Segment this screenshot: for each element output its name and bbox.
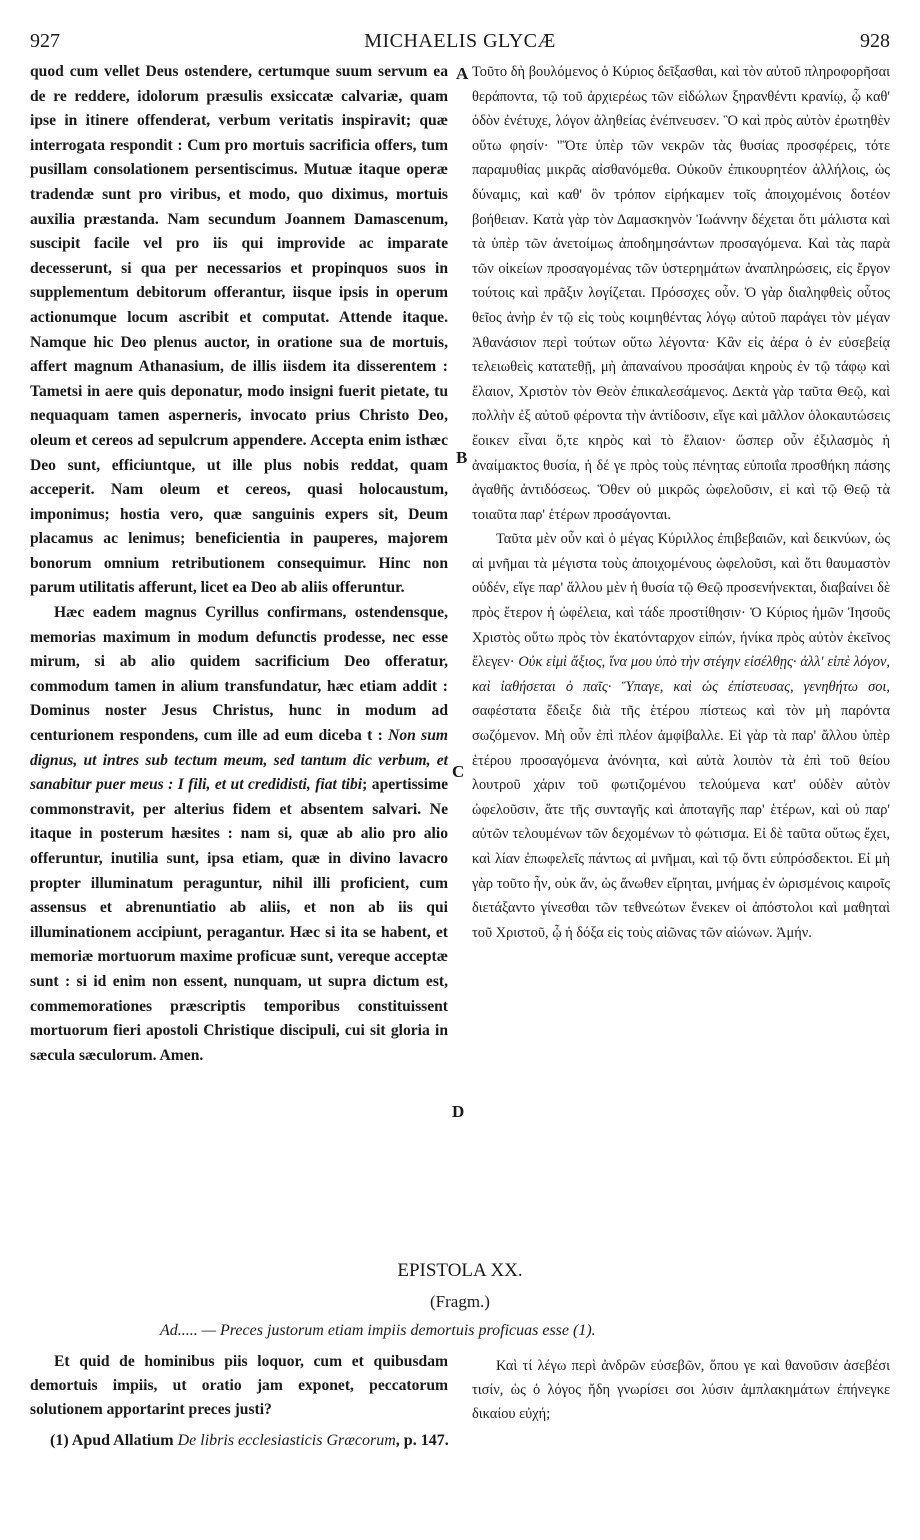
greek-gospel-quote: Οὐκ εἰμὶ ἄξιος, ἵνα μου ὑπὸ τὴν στέγην εἰσέλθῃς· ἀλλ' εἰπὲ λόγον, καὶ ἰαθήσεται ὁ παῖς· Ὕπαγε, καὶ ὡς ἐπίστευσας, γενηθήτω σοι	[472, 654, 891, 695]
margin-mark-d: D	[452, 1102, 465, 1121]
footnote-prefix: (1) Apud Allatium	[50, 1432, 178, 1449]
right-page-number: 928	[860, 30, 890, 52]
latin-paragraph-2-end: ; apertissime commonstravit, per alterius fidem et absentem salvari. Ne itaque in posterum hæsites : nam si, quæ ab alio pro alio offeruntur, inutilia sunt, ipsa etiam, quæ in divino lavacro propter illuminatum peraguntur, nihil illi proficient, cum assensus et abrenuntiatio ab aliis, et non ab iis qui illuminationem accipiunt, peragantur. Hæc si ita se habent, et memoriæ mortuorum maxime proficuæ sunt, vereque acceptæ sunt : si id enim non essent, nunquam, ut supra dictum est, commemorationes præscriptis temporibus constituissent mortuorum fieri apostoli Christique discipuli, cui sit gloria in sæcula sæculorum. Amen.	[30, 776, 448, 1064]
greek-paragraph-2-end: , σαφέστατα ἔδειξε διὰ τῆς ἑτέρου πίστεως καὶ τὸν μὴ παρόντα σωζόμενον. Μὴ οὖν ἐπὶ πλέον ἀμφίβαλλε. Εἰ γὰρ τὰ παρ' ἄλλου ὑπὲρ ἑτέρου προσαγόμενα ἀνόνητα, καὶ αὐτὰ λοιπὸν τὰ ἐπὶ τοῦ θείου λουτροῦ χάριν τοῦ φωτιζομένου τελούμενα κατ' οὐδὲν αὐτὸν ὠφελοῦσιν, ἅτε τῆς συνταγῆς καὶ ἀποταγῆς παρ' ἑτέρων, καὶ οὐ παρ' αὐτῶν τελουμένων τῶν δεχομένων τὸ φώτισμα. Εἰ δὲ ταῦτα οὕτως ἔχει, καὶ λίαν ἐπωφελεῖς πάντως αἱ μνῆμαι, καὶ τῷ ὄντι εὐπρόσδεκτοι. Εἰ μὴ γὰρ τοῦτο ἦν, οὐκ ἄν, ὡς ἄνωθεν εἴρηται, μνήμας ἐν ὡρισμένοις καιροῖς διετάξαντο γίνεσθαι τῶν τεθνεώτων ἕνεκεν οἱ ἀπόστολοι καὶ μαθηταὶ τοῦ Χριστοῦ, ᾧ ἡ δόξα εἰς τοὺς αἰῶνας τῶν αἰώνων. Ἀμήν.	[472, 678, 890, 941]
latin-paragraph-2-start: Hæc eadem magnus Cyrillus confirmans, ostendensque, memorias maximum in modum defunctis prodesse, nec esse mirum, si ab alio quidem sacrificium Deo offeratur, commodum tamen in alium transfundatur, hæc etiam addit : Dominus noster Jesus Christus, hunc in modum ad centurionem respondens, cum ille ad eum diceba t :	[30, 604, 448, 745]
footnote-suffix: , p. 147.	[395, 1432, 449, 1449]
greek-paragraph-2-start: Ταῦτα μὲν οὖν καὶ ὁ μέγας Κύριλλος ἐπιβεβαιῶν, καὶ δεικνύων, ὡς αἱ μνῆμαι τὰ μέγιστα τοὺς ἀποιχομένους ὠφελοῦσι, καὶ ὅτι θαυμαστὸν οὐδέν, εἴγε παρ' ἄλλου μὲν ἡ θυσία τῷ Θεῷ προσενήνεκται, διαβαίνει δὲ πρὸς ἕτερον ἡ ὠφέλεια, καὶ τάδε προστίθησιν· Ὁ Κύριος ἡμῶν Ἰησοῦς Χριστὸς οὕτω πρὸς τὸν ἑκατόνταρχον εἰπών, ἡνίκα πρὸς αὐτὸν ἐκεῖνος ἔλεγεν·	[472, 531, 890, 671]
epistle-greek-text	[472, 1354, 890, 1426]
latin-column	[30, 60, 448, 1068]
left-page-number: 927	[30, 30, 60, 52]
latin-paragraph-1: quod cum vellet Deus ostendere, certumque suum servum ea de re reddere, idolorum præsulis exsiccatæ calvariæ, quam ipse in itinere offenderat, verbum veritatis inspiravit; quæ interrogata respondit : Cum pro mortuis sacrificia offers, tum pusillam consolationem persentiscimus. Mutuæ itaque operæ tradendæ sunt pro viribus, et modo, quo diximus, mortuis auxilia præstanda. Nam secundum Joannem Damascenum, suscipit facile vel pro iis qui improvide ac imparate decesserunt, si qua per necessarios et propinquos suos in supplementum debitorum offerantur, iisque ipsis in operum actionumque locum ascribit et computat. Attende itaque. Namque hic Deo plenus auctor, in oratione sua de mortuis, affert magnum Athanasium, de illis iisdem ita disserentem : Tametsi in aere quis deponatur, modo insigni fuerit pietate, tu nequaquam tamen asperneris, invocato prius Christo Deo, oleum et cereos ad sepulcrum appendere. Accepta enim isthæc Deo sunt, efficiuntque, ut ille plus nobis reddat, quam acceperit. Nam oleum et cereos, quasi holocaustum, imponimus; hostia vero, quæ sanguinis expers sit, Deum placamus ac lenimus; beneficientia in pauperes, majorem bonorum omnium retributionem consequimur. Hinc non parum utilitatis afferunt, licet ea Deo ab aliis offeruntur.	[30, 63, 448, 597]
epistle-greek-paragraph: Καὶ τί λέγω περὶ ἀνδρῶν εὐσεβῶν, ὅπου γε καὶ θανοῦσιν ἀσεβέσι τισίν, ὡς ὁ λόγος ἤδη γνωρίσει σοι λύσιν ἀμπλακημάτων ἐπήνεγκε δικαίου εὐχή;	[472, 1358, 890, 1422]
greek-paragraph-2	[472, 527, 890, 945]
epistle-latin-paragraph: Et quid de hominibus piis loquor, cum et quibusdam demortuis impiis, ut oratio jam exponet, peccatorum solutionem apportarint preces justi?	[30, 1353, 448, 1418]
epistle-latin-text	[30, 1350, 448, 1422]
epistle-subtitle: (Fragm.)	[430, 1292, 490, 1311]
epistle-address: Ad..... — Preces justorum etiam impiis demortuis proficuas esse (1).	[160, 1322, 596, 1339]
running-title: MICHAELIS GLYCÆ	[364, 30, 556, 52]
footnote-book-title: De libris ecclesiasticis Græcorum	[177, 1432, 396, 1449]
epistle-title: EPISTOLA XX.	[397, 1260, 523, 1281]
latin-paragraph-2	[30, 601, 448, 1068]
margin-mark-b: B	[456, 448, 468, 467]
greek-paragraph-1: Τοῦτο δὴ βουλόμενος ὁ Κύριος δεῖξασθαι, καὶ τὸν αὐτοῦ πληροφορῆσαι θεράποντα, τῷ τοῦ ἀρχιερέως τῶν εἰδώλων ξηρανθέντι κρανίῳ, ᾧ καθ' ὁδὸν ἐνέτυχε, λόγον ἀληθείας ἐνέπνευσεν. Ὃ καὶ πρὸς αὐτὸν ἐρωτηθὲν οὕτω φησίν· "Ὅτε ὑπὲρ τῶν νεκρῶν τὰς θυσίας προσφέρεις, τότε παραμυθίας μικρᾶς αἰσθανόμεθα. Οὐκοῦν ἐπικουρητέον ἀλλήλοις, ὡς δύναμις, καὶ καθ' ὃν τρόπον εἰρήκαμεν τοῖς ἀποιχομένοις δοτέον βοήθειαν. Κατὰ γὰρ τὸν Δαμασκηνὸν Ἰωάννην δέχεται ὅτι μάλιστα καὶ τὰ ὑπὲρ τῶν ἀνετοίμως ἀποδημησάντων προσαγόμενα. Καὶ τὰς παρὰ τῶν οἰκείων προσαγομένας τῶν ὑστερημάτων ἀναπληρώσεις, εἰς ἔργον τούτοις καὶ πρᾶξιν λογίζεται. Πρόσσχες οὖν. Ὁ γὰρ διαληφθεὶς οὗτος θεῖος ἀνὴρ ἐν τῷ εἰς τοὺς κοιμηθέντας λόγῳ αὐτοῦ παράγει τὸν μέγαν Ἀθανάσιον περὶ τούτων οὕτω λέγοντα· Κἂν εἰς ἀέρα ὁ ἐν εὐσεβείᾳ τελειωθεὶς κατατεθῇ, μὴ ἀπαναίνου προσάψαι κηροὺς ἐν τῷ τάφῳ καὶ ἔλαιον, Χριστὸν τὸν Θεὸν ἐπικαλεσάμενος. Δεκτὰ γὰρ ταῦτα Θεῷ, καὶ πολλὴν ἐξ αὐτοῦ φέροντα τὴν ἀντίδοσιν, εἴγε καὶ μᾶλλον ὁλοκαυτώσεις ἔοικεν εἶναι ὅ,τε κηρὸς καὶ τὸ ἔλαιον· ὥσπερ οὖν ἐξιλασμὸς ἡ ἀναίμακτος θυσία, ἡ δέ γε πρὸς τοὺς πένητας εὐποιΐα προσθήκη πάσης ἀγαθῆς ἀντιδόσεως. Ὅθεν οὐ μικρῶς ὠφελοῦσιν, εἰ καὶ τῷ Θεῷ τὰ τοιαῦτα παρ' ἑτέρων προσάγονται.	[472, 64, 890, 523]
greek-column	[472, 60, 890, 945]
footnote	[50, 1432, 870, 1450]
margin-mark-c: C	[452, 762, 465, 781]
margin-mark-a: A	[456, 64, 469, 83]
page-header	[30, 30, 890, 60]
latin-gospel-quote: Non sum dignus, ut intres sub tectum meum, sed tantum dic verbum, et sanabitur puer meus : I fili, et ut credidisti, fiat tibi	[30, 727, 448, 794]
